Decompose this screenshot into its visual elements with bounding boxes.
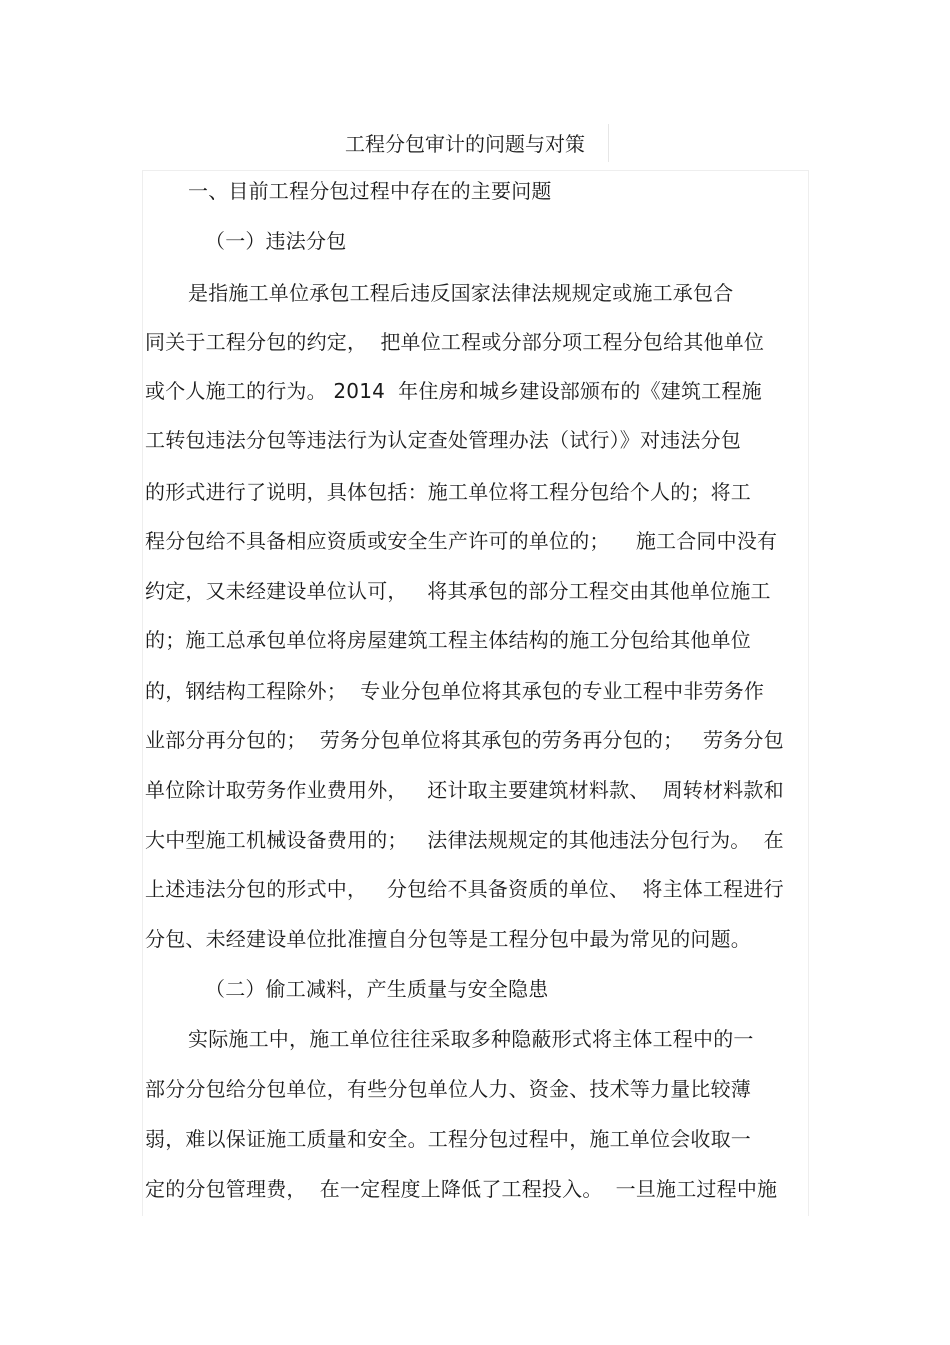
paragraph-line: 或个人施工的行为。 2014 年住房和城乡建设部颁布的《建筑工程施: [145, 379, 762, 403]
paragraph-line: 的形式进行了说明，具体包括：施工单位将工程分包给个人的；将工: [145, 480, 751, 504]
subsection-heading: （一）违法分包: [205, 229, 347, 253]
section-heading: 一、目前工程分包过程中存在的主要问题: [188, 179, 552, 203]
subsection-heading: （二）偷工减料，产生质量与安全隐患: [205, 977, 549, 1001]
paragraph-line: 业部分再分包的； 劳务分包单位将其承包的劳务再分包的； 劳务分包: [145, 728, 784, 752]
paragraph-line: 弱，难以保证施工质量和安全。工程分包过程中，施工单位会收取一: [145, 1127, 751, 1151]
paragraph-line: 同关于工程分包的约定， 把单位工程或分部分项工程分包给其他单位: [145, 330, 765, 354]
paragraph-line: 是指施工单位承包工程后违反国家法律法规规定或施工承包合: [188, 281, 734, 305]
paragraph-line: 工转包违法分包等违法行为认定查处管理办法（试行）》对违法分包: [145, 428, 741, 452]
paragraph-line: 约定，又未经建设单位认可， 将其承包的部分工程交由其他单位施工: [145, 579, 771, 603]
document-title: 工程分包审计的问题与对策: [345, 132, 585, 156]
paragraph-line: 程分包给不具备相应资质或安全生产许可的单位的； 施工合同中没有: [145, 529, 778, 553]
paragraph-line: 的，钢结构工程除外； 专业分包单位将其承包的专业工程中非劳务作: [145, 679, 765, 703]
paragraph-line: 部分分包给分包单位，有些分包单位人力、资金、技术等力量比较薄: [145, 1077, 751, 1101]
paragraph-line: 定的分包管理费， 在一定程度上降低了工程投入。 一旦施工过程中施: [145, 1177, 778, 1201]
paragraph-line: 分包、未经建设单位批准擅自分包等是工程分包中最为常见的问题。: [145, 927, 751, 951]
paragraph-line: 单位除计取劳务作业费用外， 还计取主要建筑材料款、 周转材料款和: [145, 778, 784, 802]
paragraph-line: 大中型施工机械设备费用的； 法律法规规定的其他违法分包行为。 在: [145, 828, 784, 852]
paragraph-line: 的；施工总承包单位将房屋建筑工程主体结构的施工分包给其他单位: [145, 628, 751, 652]
paragraph-line: 上述违法分包的形式中， 分包给不具备资质的单位、 将主体工程进行: [145, 877, 784, 901]
paragraph-line: 实际施工中，施工单位往往采取多种隐蔽形式将主体工程中的一: [188, 1027, 754, 1051]
